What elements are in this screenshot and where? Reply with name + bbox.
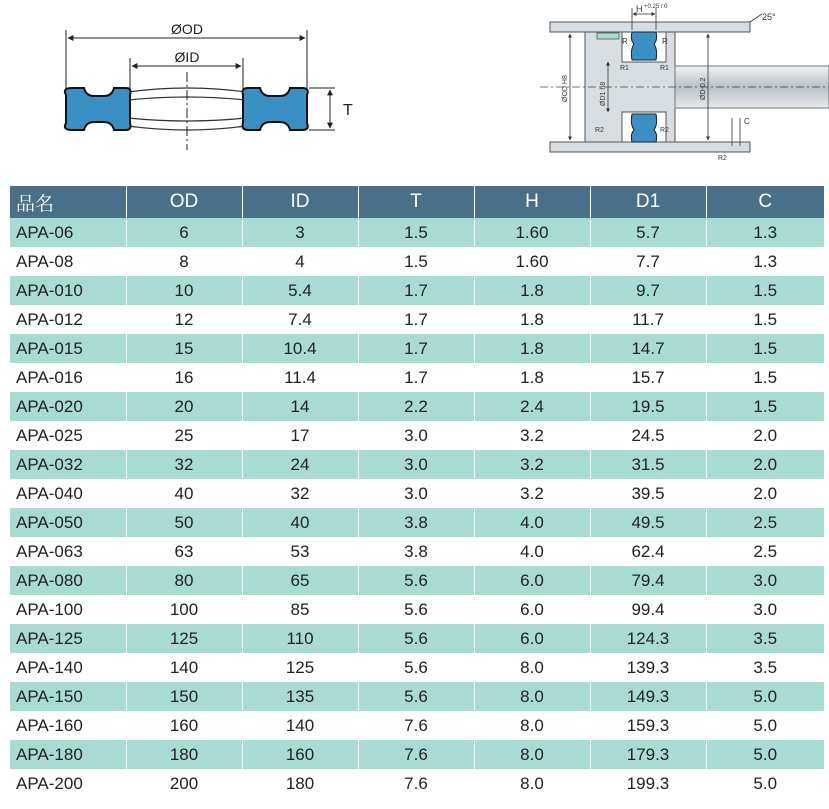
- header-t: T: [358, 186, 474, 218]
- header-product-name: 品名: [10, 186, 126, 218]
- cell-d1: 14.7: [590, 334, 706, 363]
- cell-id: 160: [242, 740, 358, 769]
- seal-section-diagram: [0, 0, 400, 175]
- cell-h: 4.0: [474, 537, 590, 566]
- cell-t: 7.6: [358, 740, 474, 769]
- cell-h: 6.0: [474, 624, 590, 653]
- cell-id: 11.4: [242, 363, 358, 392]
- cell-od: 200: [126, 769, 242, 798]
- r-label-left: R: [622, 37, 628, 46]
- cell-c: 1.3: [706, 218, 824, 247]
- cell-t: 1.7: [358, 305, 474, 334]
- cell-od: 8: [126, 247, 242, 276]
- cell-od: 12: [126, 305, 242, 334]
- cell-product-name: APA-012: [10, 305, 126, 334]
- cell-c: 1.5: [706, 305, 824, 334]
- table-row: [10, 334, 824, 363]
- cell-t: 5.6: [358, 653, 474, 682]
- cell-h: 8.0: [474, 740, 590, 769]
- r2-label-housing: R2: [595, 127, 604, 134]
- cell-id: 65: [242, 566, 358, 595]
- cell-c: 5.0: [706, 769, 824, 798]
- table-row: [10, 740, 824, 769]
- cell-od: 20: [126, 392, 242, 421]
- table-row: [10, 247, 824, 276]
- table-header-row: [10, 186, 824, 218]
- cell-h: 1.60: [474, 247, 590, 276]
- c-label: C: [744, 117, 750, 126]
- cell-h: 1.8: [474, 334, 590, 363]
- cell-product-name: APA-020: [10, 392, 126, 421]
- table-row: [10, 508, 824, 537]
- cell-d1: 7.7: [590, 247, 706, 276]
- cell-product-name: APA-080: [10, 566, 126, 595]
- cell-od: 16: [126, 363, 242, 392]
- cell-product-name: APA-160: [10, 711, 126, 740]
- cell-t: 1.7: [358, 363, 474, 392]
- h-tolerance: +0.25 / 0: [644, 4, 668, 10]
- cell-t: 1.5: [358, 218, 474, 247]
- table-row: [10, 363, 824, 392]
- housing-bottom: [550, 142, 750, 152]
- cell-t: 7.6: [358, 769, 474, 798]
- header-h: H: [474, 186, 590, 218]
- cell-id: 32: [242, 479, 358, 508]
- header-d1: D1: [590, 186, 706, 218]
- cell-d1: 31.5: [590, 450, 706, 479]
- cell-h: 6.0: [474, 566, 590, 595]
- cell-product-name: APA-040: [10, 479, 126, 508]
- cell-product-name: APA-140: [10, 653, 126, 682]
- cell-t: 3.8: [358, 537, 474, 566]
- cell-t: 5.6: [358, 682, 474, 711]
- cell-od: 150: [126, 682, 242, 711]
- cell-id: 53: [242, 537, 358, 566]
- cell-product-name: APA-050: [10, 508, 126, 537]
- table-row: [10, 769, 824, 798]
- cell-t: 3.0: [358, 421, 474, 450]
- cell-od: 160: [126, 711, 242, 740]
- od-h8-label: ØOD H8: [562, 75, 569, 102]
- cell-h: 1.8: [474, 305, 590, 334]
- cell-c: 1.3: [706, 247, 824, 276]
- cell-od: 10: [126, 276, 242, 305]
- cell-d1: 99.4: [590, 595, 706, 624]
- cell-id: 3: [242, 218, 358, 247]
- table-row: [10, 392, 824, 421]
- cell-id: 4: [242, 247, 358, 276]
- spec-table: [10, 186, 824, 798]
- cell-od: 63: [126, 537, 242, 566]
- cell-od: 180: [126, 740, 242, 769]
- cell-d1: 49.5: [590, 508, 706, 537]
- cell-d1: 11.7: [590, 305, 706, 334]
- table-body: [10, 218, 824, 798]
- cell-product-name: APA-063: [10, 537, 126, 566]
- cell-product-name: APA-100: [10, 595, 126, 624]
- cell-id: 14: [242, 392, 358, 421]
- cell-c: 1.5: [706, 276, 824, 305]
- cell-od: 15: [126, 334, 242, 363]
- h-label: H: [636, 4, 643, 14]
- cell-d1: 5.7: [590, 218, 706, 247]
- cell-c: 5.0: [706, 711, 824, 740]
- table-row: [10, 537, 824, 566]
- cell-h: 1.8: [474, 276, 590, 305]
- cell-id: 5.4: [242, 276, 358, 305]
- angle-label: 25°: [762, 12, 776, 22]
- cell-c: 2.0: [706, 421, 824, 450]
- cell-product-name: APA-06: [10, 218, 126, 247]
- cell-c: 3.0: [706, 566, 824, 595]
- r1-label-left: R1: [620, 65, 629, 72]
- cell-h: 3.2: [474, 479, 590, 508]
- cell-od: 40: [126, 479, 242, 508]
- cell-id: 140: [242, 711, 358, 740]
- housing-top: [550, 22, 750, 32]
- table-row: [10, 682, 824, 711]
- cell-od: 32: [126, 450, 242, 479]
- cell-h: 8.0: [474, 682, 590, 711]
- cell-product-name: APA-015: [10, 334, 126, 363]
- cell-d1: 15.7: [590, 363, 706, 392]
- cell-t: 1.5: [358, 247, 474, 276]
- table-row: [10, 566, 824, 595]
- cell-h: 8.0: [474, 769, 590, 798]
- table-row: [10, 711, 824, 740]
- cell-id: 10.4: [242, 334, 358, 363]
- t-label: T: [343, 102, 353, 119]
- table-row: [10, 276, 824, 305]
- cell-h: 6.0: [474, 595, 590, 624]
- seal-section-right: [243, 88, 308, 130]
- header-id: ID: [242, 186, 358, 218]
- cell-d1: 79.4: [590, 566, 706, 595]
- cell-d1: 24.5: [590, 421, 706, 450]
- cell-od: 25: [126, 421, 242, 450]
- od-label: ØOD: [171, 21, 203, 37]
- cell-c: 5.0: [706, 682, 824, 711]
- cell-c: 1.5: [706, 363, 824, 392]
- header-c: C: [706, 186, 824, 218]
- cell-h: 8.0: [474, 711, 590, 740]
- header-od: OD: [126, 186, 242, 218]
- cell-h: 4.0: [474, 508, 590, 537]
- cell-od: 6: [126, 218, 242, 247]
- cell-c: 1.5: [706, 392, 824, 421]
- cell-id: 40: [242, 508, 358, 537]
- d-label: ØD-0.2: [700, 77, 707, 100]
- cell-product-name: APA-016: [10, 363, 126, 392]
- cell-d1: 19.5: [590, 392, 706, 421]
- cell-d1: 62.4: [590, 537, 706, 566]
- cell-od: 125: [126, 624, 242, 653]
- cell-product-name: APA-200: [10, 769, 126, 798]
- table-row: [10, 450, 824, 479]
- cell-product-name: APA-180: [10, 740, 126, 769]
- cell-h: 1.60: [474, 218, 590, 247]
- cell-id: 24: [242, 450, 358, 479]
- cell-d1: 9.7: [590, 276, 706, 305]
- cell-od: 50: [126, 508, 242, 537]
- cell-t: 1.7: [358, 334, 474, 363]
- r1-label-right: R1: [660, 65, 669, 72]
- cell-c: 3.0: [706, 595, 824, 624]
- cell-c: 2.0: [706, 450, 824, 479]
- cell-c: 2.0: [706, 479, 824, 508]
- cell-t: 3.8: [358, 508, 474, 537]
- cell-h: 3.2: [474, 450, 590, 479]
- cell-od: 100: [126, 595, 242, 624]
- seal-bottom: [631, 114, 656, 142]
- d1-h8-label: ØD1 h8: [600, 81, 607, 106]
- seal-top: [631, 32, 656, 60]
- cell-id: 85: [242, 595, 358, 624]
- cell-d1: 199.3: [590, 769, 706, 798]
- cell-h: 8.0: [474, 653, 590, 682]
- cell-d1: 159.3: [590, 711, 706, 740]
- cell-t: 7.6: [358, 711, 474, 740]
- cell-d1: 179.3: [590, 740, 706, 769]
- cell-t: 3.0: [358, 450, 474, 479]
- cell-c: 5.0: [706, 740, 824, 769]
- installation-diagram: [540, 0, 829, 175]
- cell-id: 17: [242, 421, 358, 450]
- cell-c: 3.5: [706, 653, 824, 682]
- cell-product-name: APA-150: [10, 682, 126, 711]
- cell-product-name: APA-010: [10, 276, 126, 305]
- cell-od: 140: [126, 653, 242, 682]
- cell-d1: 149.3: [590, 682, 706, 711]
- cell-h: 1.8: [474, 363, 590, 392]
- cell-c: 3.5: [706, 624, 824, 653]
- cell-d1: 39.5: [590, 479, 706, 508]
- cell-c: 1.5: [706, 334, 824, 363]
- cell-t: 5.6: [358, 624, 474, 653]
- cell-t: 2.2: [358, 392, 474, 421]
- cell-id: 125: [242, 653, 358, 682]
- table-row: [10, 624, 824, 653]
- id-label: ØID: [174, 49, 200, 65]
- table-row: [10, 653, 824, 682]
- r2-label-rod: R2: [718, 155, 727, 162]
- cell-c: 2.5: [706, 508, 824, 537]
- cell-t: 5.6: [358, 595, 474, 624]
- cell-id: 180: [242, 769, 358, 798]
- cell-t: 5.6: [358, 566, 474, 595]
- table-row: [10, 479, 824, 508]
- table-row: [10, 595, 824, 624]
- cell-c: 2.5: [706, 537, 824, 566]
- cell-t: 1.7: [358, 276, 474, 305]
- cell-d1: 124.3: [590, 624, 706, 653]
- cell-od: 80: [126, 566, 242, 595]
- cell-h: 2.4: [474, 392, 590, 421]
- cell-id: 135: [242, 682, 358, 711]
- cell-id: 7.4: [242, 305, 358, 334]
- table-row: [10, 305, 824, 334]
- cell-id: 110: [242, 624, 358, 653]
- table-row: [10, 218, 824, 247]
- cell-h: 3.2: [474, 421, 590, 450]
- cell-product-name: APA-025: [10, 421, 126, 450]
- cell-product-name: APA-08: [10, 247, 126, 276]
- r-label-right: R: [662, 37, 668, 46]
- seal-section-left: [65, 88, 131, 130]
- cell-d1: 139.3: [590, 653, 706, 682]
- r2-label-seal: R2: [660, 127, 669, 134]
- cell-product-name: APA-125: [10, 624, 126, 653]
- table-row: [10, 421, 824, 450]
- cell-t: 3.0: [358, 479, 474, 508]
- cell-product-name: APA-032: [10, 450, 126, 479]
